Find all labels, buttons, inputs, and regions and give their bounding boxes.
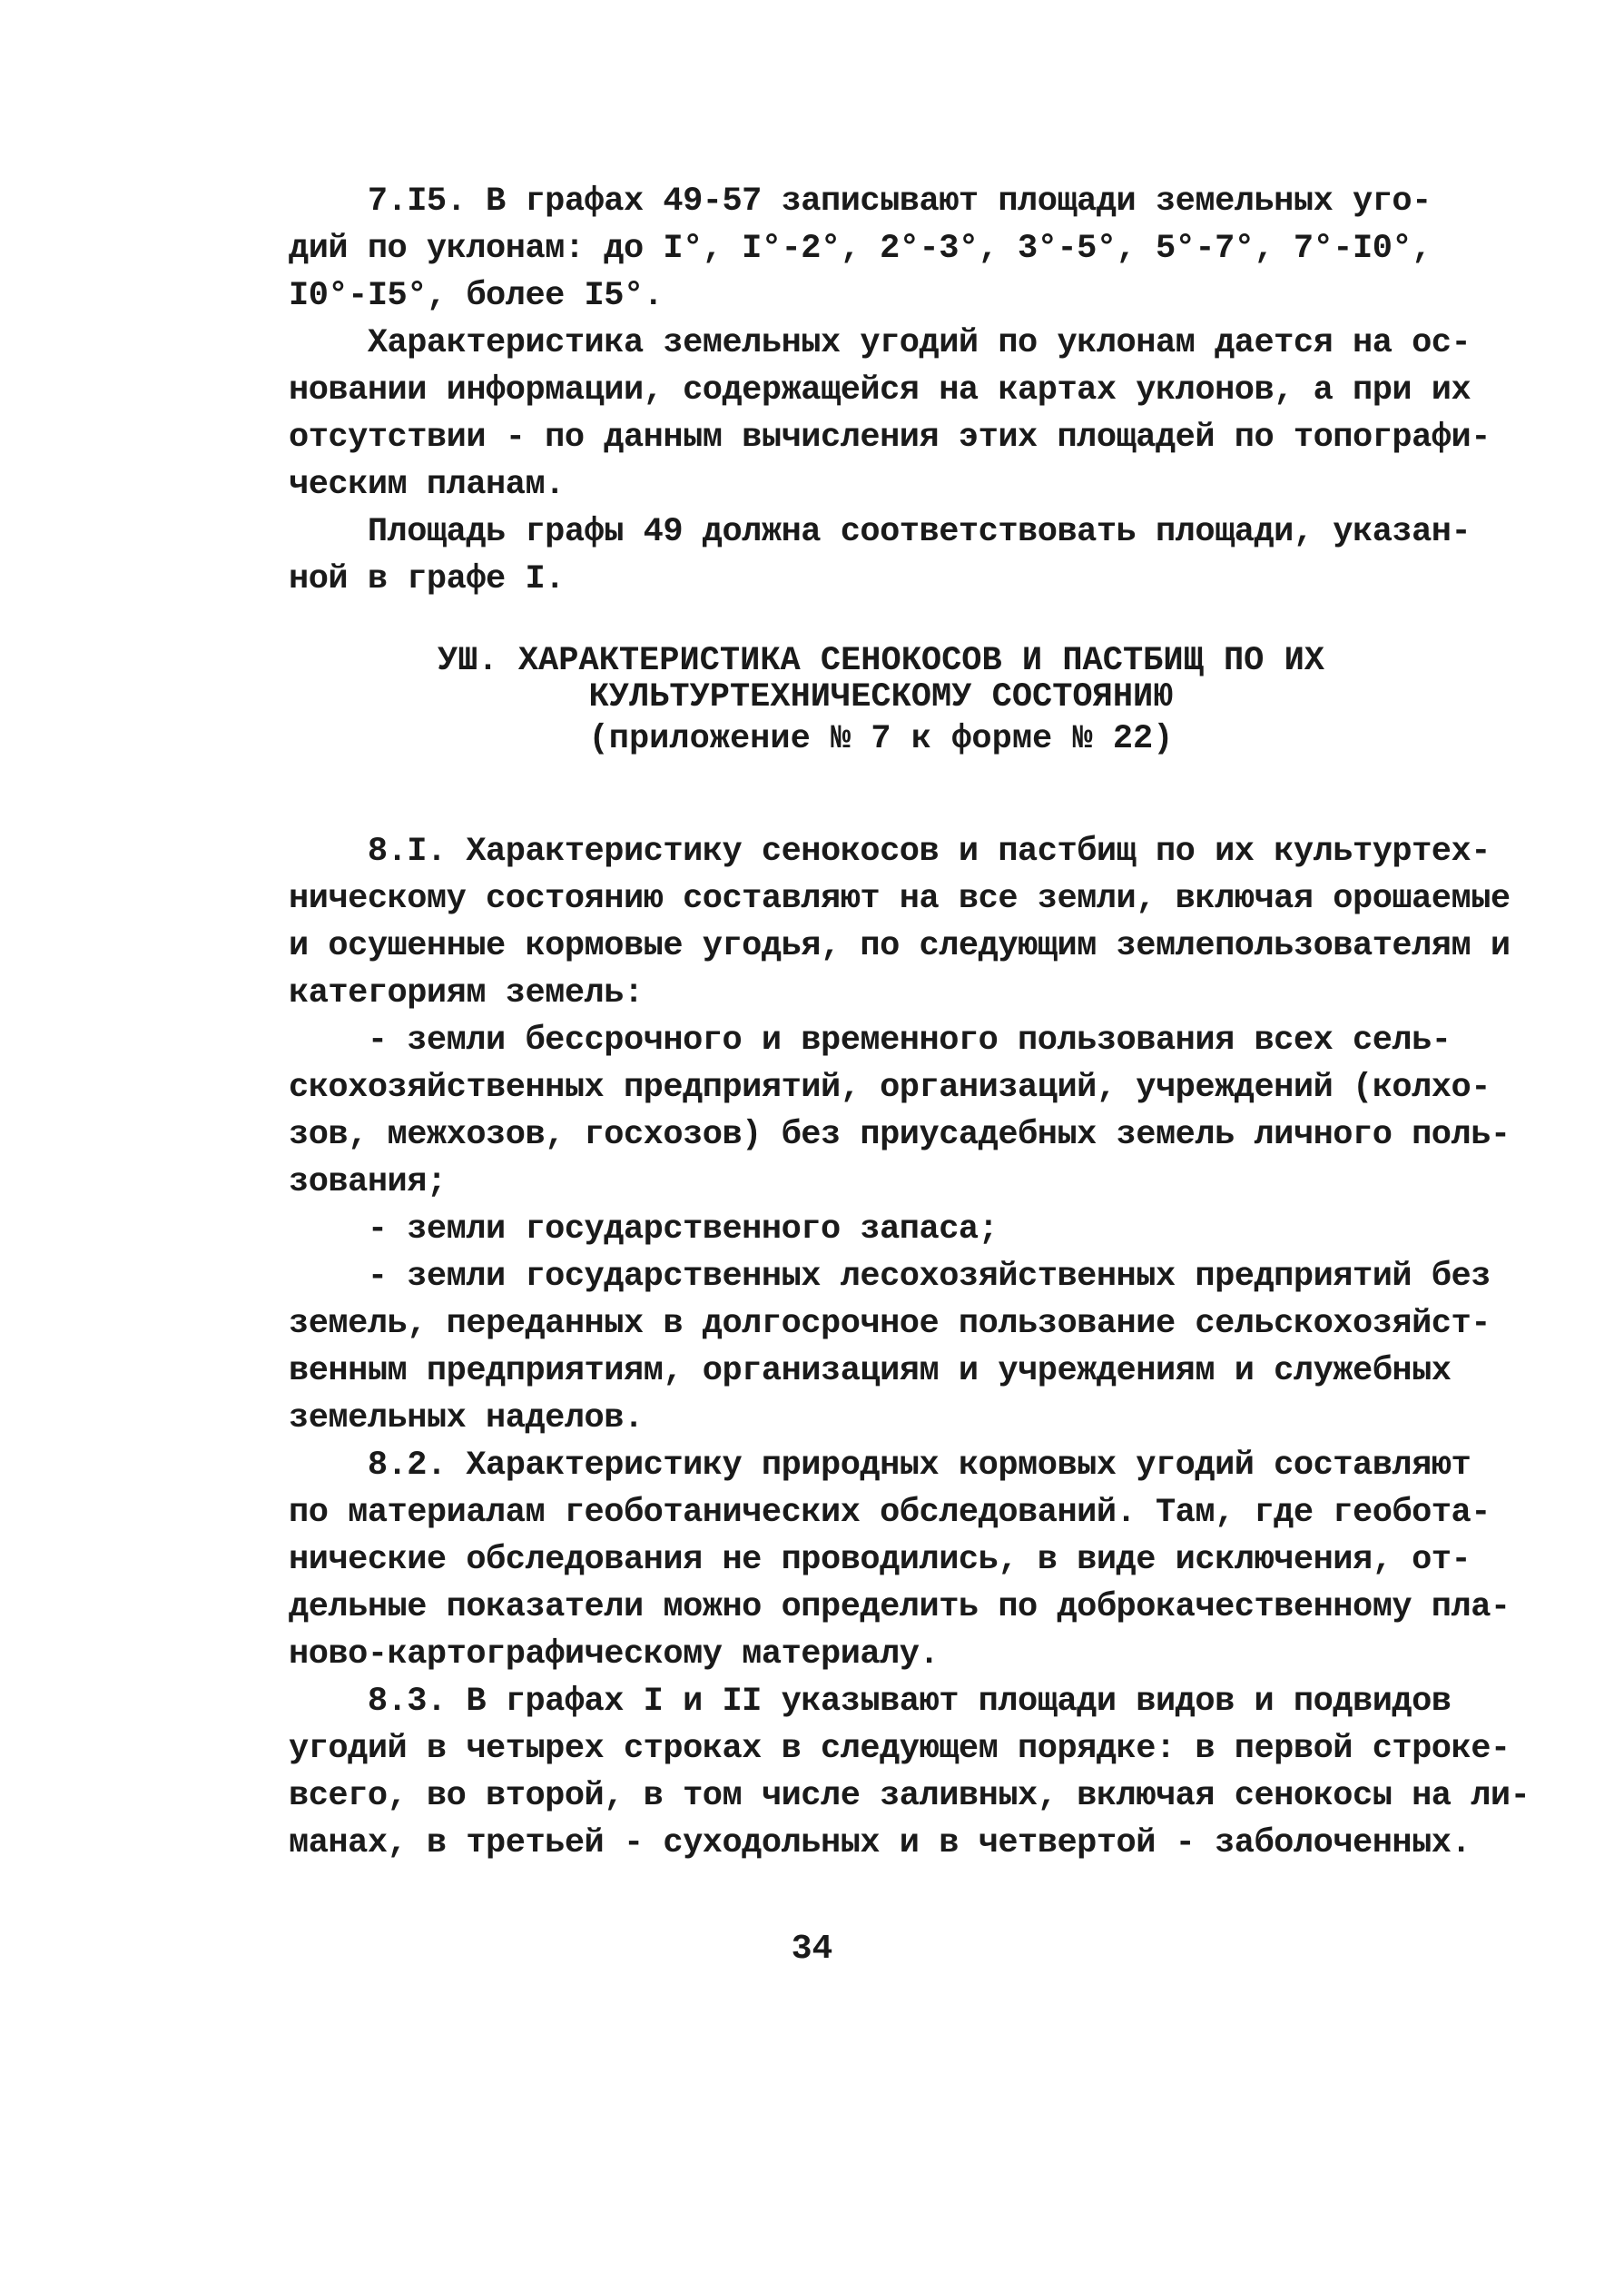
text-line: угодий в четырех строках в следующем порядке: в первой строке- bbox=[289, 1730, 1511, 1768]
text-line: ническому состоянию составляют на все земли, включая орошаемые bbox=[289, 880, 1511, 918]
text-line: 8.3. В графах I и II указывают площади видов и подвидов bbox=[289, 1683, 1452, 1721]
text-line: отсутствии - по данным вычисления этих площадей по топографи- bbox=[289, 419, 1491, 457]
section-8 bbox=[289, 828, 1530, 1867]
text-line: дельные показатели можно определить по доброкачественному пла- bbox=[289, 1588, 1511, 1626]
text-line: категориям земель: bbox=[289, 974, 644, 1012]
text-line: ной в графе I. bbox=[289, 560, 565, 598]
text-line: дий по уклонам: до I°, I°-2°, 2°-3°, 3°-5°, 5°-7°, 7°-I0°, bbox=[289, 230, 1432, 268]
text-line: 8.2. Характеристику природных кормовых угодий составляют bbox=[289, 1447, 1471, 1485]
text-line: ново-картографическому материалу. bbox=[289, 1635, 940, 1674]
text-line: Характеристика земельных угодий по уклонам дается на ос- bbox=[289, 324, 1471, 362]
text-line: новании информации, содержащейся на картах уклонов, а при их bbox=[289, 371, 1471, 410]
text-line: всего, во второй, в том числе заливных, включая сенокосы на ли- bbox=[289, 1777, 1530, 1815]
text-line: и осушенные кормовые угодья, по следующим землепользователям и bbox=[289, 927, 1511, 965]
text-line: - земли государственного запаса; bbox=[289, 1210, 999, 1249]
text-line: - земли бессрочного и временного пользования всех сель- bbox=[289, 1022, 1452, 1060]
heading-line-2: КУЛЬТУРТЕХНИЧЕСКОМУ СОСТОЯНИЮ bbox=[588, 678, 1174, 716]
text-line: зов, межхозов, госхозов) без приусадебных земель личного поль- bbox=[289, 1116, 1511, 1154]
section-7-15 bbox=[289, 178, 1491, 603]
text-line: нические обследования не проводились, в виде исключения, от- bbox=[289, 1541, 1471, 1579]
text-line: - земли государственных лесохозяйственных предприятий без bbox=[289, 1258, 1491, 1296]
text-line: 8.I. Характеристику сенокосов и пастбищ по их культуртех- bbox=[289, 833, 1491, 871]
heading-line-1: УШ. ХАРАКТЕРИСТИКА СЕНОКОСОВ И ПАСТБИЩ ПО ИХ bbox=[438, 642, 1324, 680]
text-line: земель, переданных в долгосрочное пользование сельскохозяйст- bbox=[289, 1305, 1491, 1343]
text-line: скохозяйственных предприятий, организаций, учреждений (колхо- bbox=[289, 1069, 1491, 1107]
text-line: манах, в третьей - суходольных и в четвертой - заболоченных. bbox=[289, 1824, 1471, 1862]
text-line: ческим планам. bbox=[289, 466, 565, 504]
text-line: 7.I5. В графах 49-57 записывают площади земельных уго- bbox=[289, 183, 1432, 221]
text-line: зования; bbox=[289, 1163, 447, 1201]
section-heading bbox=[289, 643, 1473, 763]
text-line: Площадь графы 49 должна соответствовать площади, указан- bbox=[289, 513, 1471, 551]
heading-line-3: (приложение № 7 к форме № 22) bbox=[588, 720, 1174, 758]
text-line: земельных наделов. bbox=[289, 1399, 644, 1437]
text-line: I0°-I5°, более I5°. bbox=[289, 277, 664, 315]
text-line: венным предприятиям, организациям и учреждениям и служебных bbox=[289, 1352, 1452, 1390]
text-line: по материалам геоботанических обследований. Там, где геобота- bbox=[289, 1494, 1491, 1532]
page-number: 34 bbox=[791, 1930, 833, 1969]
